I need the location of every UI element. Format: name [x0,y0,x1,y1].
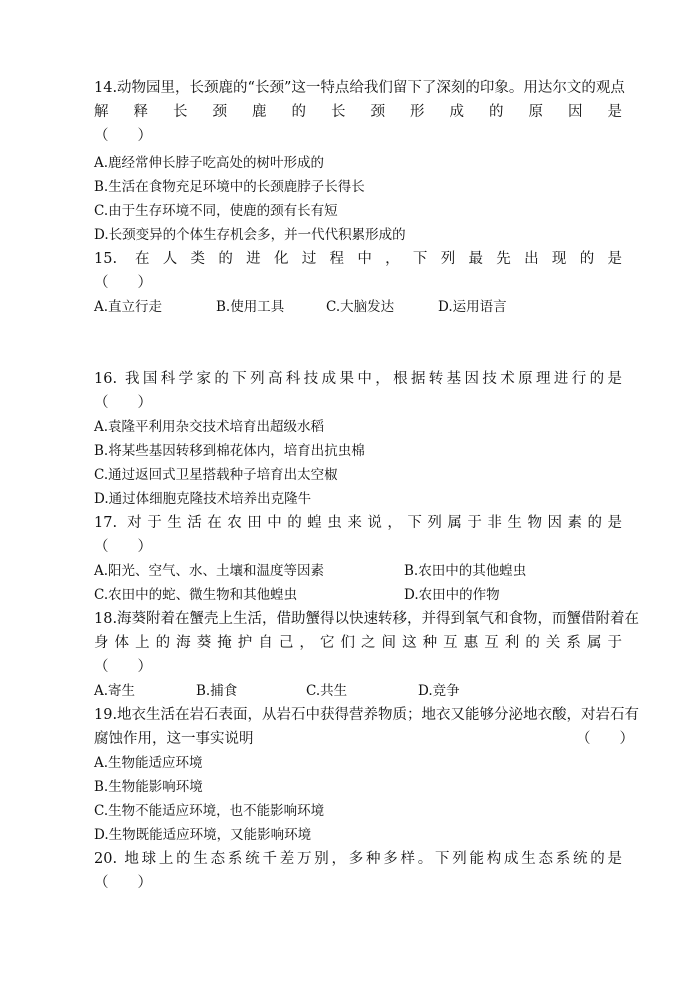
option-b: B.使用工具 [216,299,285,315]
option-c: C.生物不能适应环境，也不能影响环境 [94,803,325,819]
question-stem: 20. 地球上的生态系统千差万别，多种多样。下列能构成生态系统的是 [94,851,622,867]
question-15 [94,247,622,295]
question-stem: 18.海葵附着在蟹壳上生活，借助蟹得以快速转移，并得到氧气和食物，而蟹借附着在 [94,611,640,627]
question-18 [94,607,640,679]
option-b: B.捕食 [196,683,238,699]
option-d: D.生物既能适应环境，又能影响环境 [94,827,312,843]
option-c: C.通过返回式卫星搭载种子培育出太空椒 [94,467,338,483]
answer-paren: （ ） [94,659,152,675]
option-b: B.生物能影响环境 [94,779,203,795]
question-19 [94,703,640,751]
option-d: D.运用语言 [438,299,507,315]
option-d: D.竞争 [418,683,460,699]
option-a: A.生物能适应环境 [94,755,203,771]
answer-paren: （ ） [94,539,152,555]
option-d: D.农田中的作物 [404,587,500,603]
question-16 [94,367,622,415]
question-20 [94,847,622,895]
question-stem: 身体上的海葵掩护自己，它们之间这种互惠互利的关系属于 [94,635,622,651]
question-stem: 16. 我国科学家的下列高科技成果中，根据转基因技术原理进行的是 [94,371,622,387]
question-stem: 17. 对于生活在农田中的蝗虫来说，下列属于非生物因素的是 [94,515,622,531]
option-a: A.鹿经常伸长脖子吃高处的树叶形成的 [94,155,325,171]
question-stem: 腐蚀作用，这一事实说明 [94,731,254,747]
question-stem: 15. 在人类的进化过程中，下列最先出现的是 [94,251,622,267]
option-b: B.农田中的其他蝗虫 [404,563,527,579]
question-stem: 14.动物园里，长颈鹿的“长颈”这一特点给我们留下了深刻的印象。用达尔文的观点 [94,80,625,96]
answer-paren: （ ） [94,128,152,144]
option-d: D.长颈变异的个体生存机会多，并一代代积累形成的 [94,227,406,243]
question-stem: 19.地衣生活在岩石表面，从岩石中获得营养物质；地衣又能够分泌地衣酸，对岩石有 [94,707,640,723]
question-14 [94,76,625,148]
question-stem: 解释长颈鹿的长颈形成的原因是 [94,104,622,120]
option-c: C.共生 [306,683,348,699]
question-17 [94,511,622,559]
option-d: D.通过体细胞克隆技术培养出克隆牛 [94,491,312,507]
option-c: C.由于生存环境不同，使鹿的颈有长有短 [94,203,338,219]
option-c: C.大脑发达 [326,299,395,315]
option-a: A.袁隆平利用杂交技术培育出超级水稻 [94,419,325,435]
answer-paren: （ ） [94,395,152,411]
answer-paren: （ ） [94,875,152,891]
option-b: B.生活在食物充足环境中的长颈鹿脖子长得长 [94,179,365,195]
answer-paren: （ ） [94,275,152,291]
option-a: A.寄生 [94,683,136,699]
option-a: A.阳光、空气、水、土壤和温度等因素 [94,563,325,579]
option-c: C.农田中的蛇、微生物和其他蝗虫 [94,587,298,603]
option-b: B.将某些基因转移到棉花体内，培育出抗虫棉 [94,443,365,459]
option-a: A.直立行走 [94,299,163,315]
answer-paren: （ ） [576,731,634,747]
